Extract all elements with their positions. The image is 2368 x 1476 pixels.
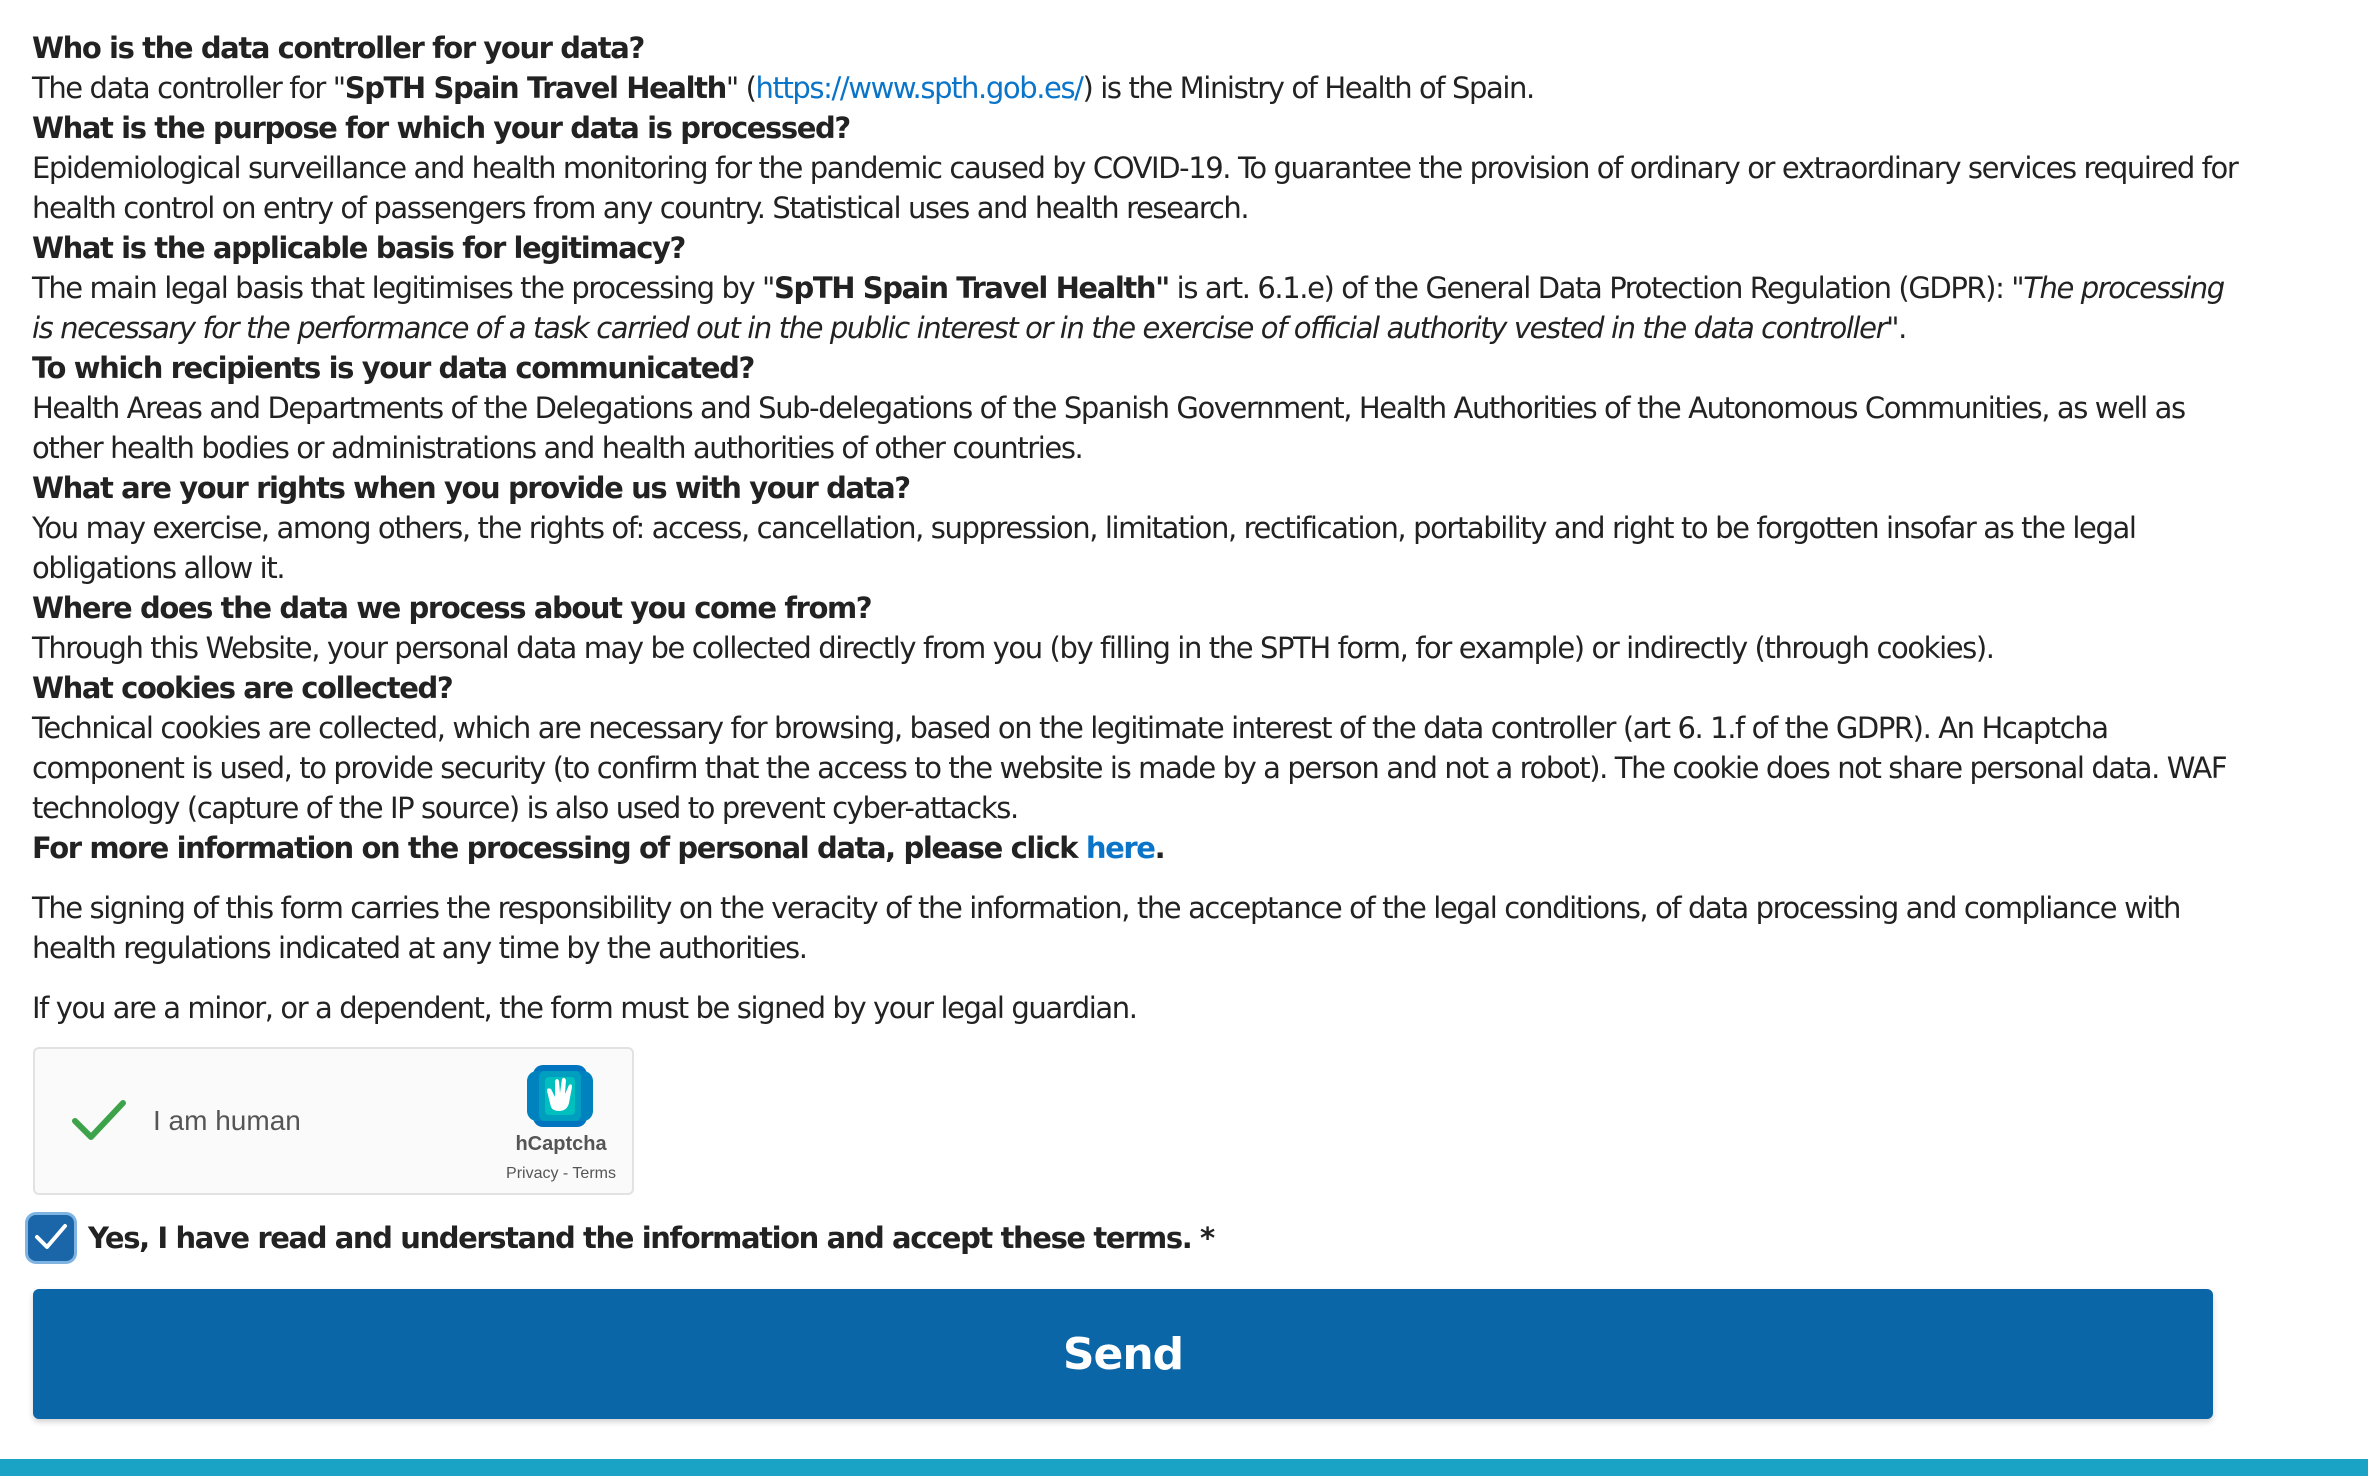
more-info-text: For more information on the processing of personal data, please click [32,831,1086,865]
answer-text: is art. 6.1.e) of the General Data Protection Regulation (GDPR): [1168,271,2012,305]
faq-question: Where does the data we process about you come from? [32,591,872,625]
more-info-link[interactable]: here [1085,831,1155,865]
signing-text: The signing of this form carries the responsibility on the veracity of the information, the acceptance of the legal conditions, of data processing and compliance with health regulations indicated at any time by the authorities. [32,891,2180,965]
captcha-privacy-terms-links[interactable]: Privacy - Terms [506,1165,616,1182]
faq-question: To which recipients is your data communicated? [32,351,754,385]
faq-question: What cookies are collected? [32,671,453,705]
hcaptcha-widget[interactable] [33,1047,634,1195]
faq-answer [32,68,2242,108]
faq-answer: Epidemiological surveillance and health monitoring for the pandemic caused by COVID-19. To guarantee the provision of ordinary or extraordinary services required for health control on entry of passengers from any country. Statistical uses and health research. [32,151,2238,225]
checkbox-check-icon [34,1222,68,1252]
hcaptcha-logo-icon [525,1063,595,1129]
send-button[interactable]: Send [33,1289,2213,1419]
privacy-faq [32,28,2242,868]
answer-text: " ( [725,71,756,105]
accept-terms[interactable] [28,1215,1214,1261]
faq-question: What are your rights when you provide us with your data? [32,471,910,505]
answer-text: The main legal basis that legitimises the processing by " [32,271,774,305]
minor-text: If you are a minor, or a dependent, the form must be signed by your legal guardian. [32,991,1137,1025]
faq-answer [32,268,2242,348]
footer-bar [0,1459,2368,1476]
spth-website-link[interactable]: https://www.spth.gob.es/ [755,71,1083,105]
answer-text: The data controller for " [32,71,345,105]
more-info-line [32,828,2242,868]
faq-question: What is the purpose for which your data is processed? [32,111,850,145]
captcha-label: I am human [153,1105,301,1136]
faq-answer: Through this Website, your personal data may be collected directly from you (by filling in the SPTH form, for example) or indirectly (through cookies). [32,631,1994,665]
faq-answer: Technical cookies are collected, which are necessary for browsing, based on the legitimate interest of the data controller (art 6. 1.f of the GDPR). An Hcaptcha component is used, to provide security (to confirm that the access to the website is made by a person and not a robot). The cookie does not share personal data. WAF technology (capture of the IP source) is also used to prevent cyber-attacks. [32,711,2227,825]
captcha-brand: hCaptcha [515,1133,607,1155]
faq-question: Who is the data controller for your data? [32,31,644,65]
accept-terms-checkbox[interactable] [28,1215,74,1261]
answer-bold: SpTH Spain Travel Health [344,71,726,105]
answer-quote: "The processing is necessary for the performance of a task carried out in the public interest or in the exercise of official authority vested in the data controller [32,271,2224,345]
answer-text: ) is the Ministry of Health of Spain. [1082,71,1534,105]
faq-answer: Health Areas and Departments of the Delegations and Sub-delegations of the Spanish Government, Health Authorities of the Autonomous Communities, as well as other health bodies or administrations and health authorities of other countries. [32,391,2185,465]
answer-bold: SpTH Spain Travel Health" [774,271,1169,305]
captcha-checkmark-icon[interactable] [71,1099,127,1143]
accept-terms-label: Yes, I have read and understand the information and accept these terms. * [88,1221,1214,1255]
faq-question: What is the applicable basis for legitimacy? [32,231,685,265]
answer-text: ". [1886,311,1906,345]
more-info-suffix: . [1154,831,1165,865]
faq-answer: You may exercise, among others, the rights of: access, cancellation, suppression, limitation, rectification, portability and right to be forgotten insofar as the legal obligations allow it. [32,511,2136,585]
